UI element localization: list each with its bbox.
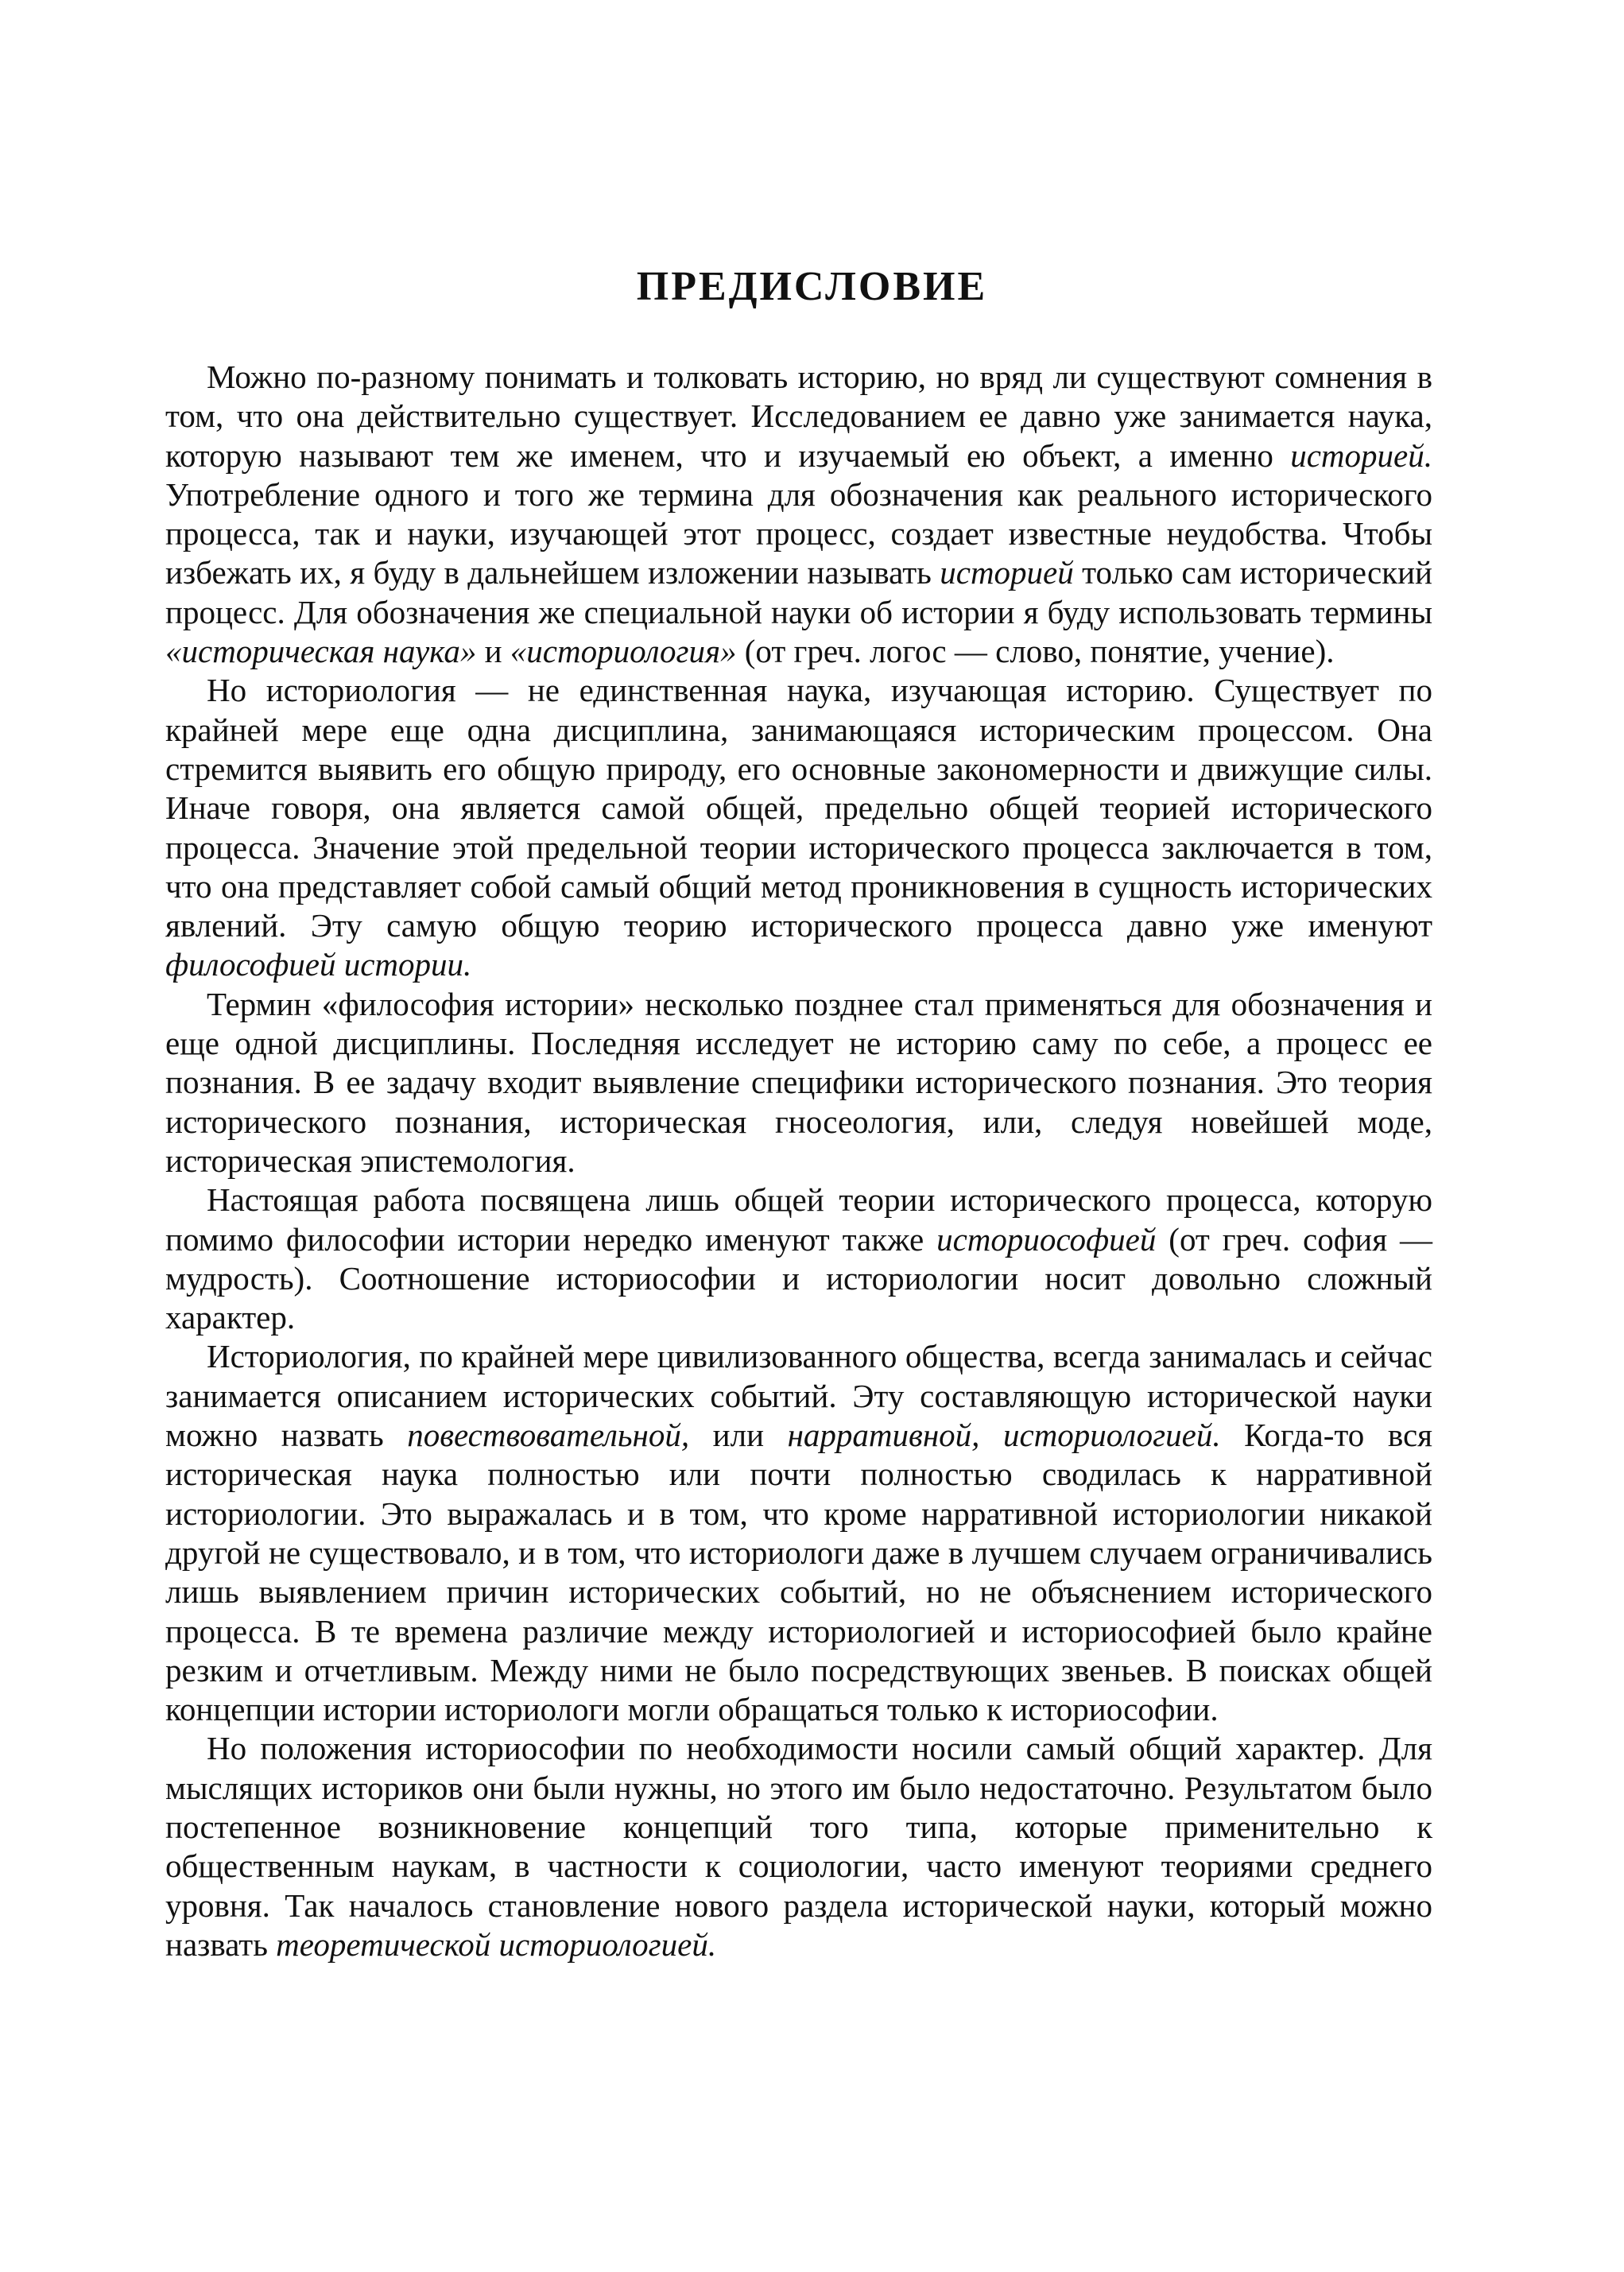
page-title: ПРЕДИСЛОВИЕ xyxy=(636,264,988,309)
paragraph-1-emphasis: «историческая наука» xyxy=(165,633,477,670)
paragraph-1-text: только сам исторический процесс. Для обозначения же специальной науки об истории я буду использовать термины xyxy=(165,554,1432,630)
paragraph-1-emphasis: «историология» xyxy=(510,633,737,670)
paragraph-1-text: и xyxy=(476,633,510,670)
paragraph-4-emphasis: историософией xyxy=(936,1220,1157,1258)
paragraph-5-text: Историология, по крайней мере цивилизованного общества, всегда занималась и сейчас занимается описанием исторических событий. Эту составляющую исторической науки можно назвать xyxy=(165,1338,1432,1454)
paragraph-6-emphasis: теоретической историологией. xyxy=(276,1925,717,1963)
paragraph-2-text: Но историология — не единственная наука, изучающая историю. Существует по крайней мере еще одна дисциплина, занимающаяся историческим процессом. Она стремится выявить его общую природу, его основные закономерности и движущие силы. Иначе говоря, она является самой общей, предельно общей теорией исторического процесса. Значение этой предельной теории исторического процесса заключается в том, что она представляет собой самый общий метод проникновения в сущность исторических явлений. Эту самую общую теорию исторического процесса давно уже именуют xyxy=(165,672,1432,944)
paragraph-6-text: Но положения историософии по необходимости носили самый общий характер. Для мыслящих историков они были нужны, но этого им было недостаточно. Результатом было постепенное возникновение концепций того типа, которые применительно к общественным наукам, в частности к социологии, часто именуют теориями среднего уровня. Так началось становление нового раздела исторической науки, который можно назвать xyxy=(165,1730,1432,1963)
paragraph-3-text: Термин «философия истории» несколько позднее стал применяться для обозначения и еще одной дисциплины. Последняя исследует не историю саму по себе, а процесс ее познания. В ее задачу входит выявление специфики исторического познания. Это теория исторического познания, историческая гносеология, или, следуя новейшей моде, историческая эпистемология. xyxy=(165,985,1432,1179)
body-text xyxy=(165,358,1432,1964)
paragraph-1-text: (от греч. логос — слово, понятие, учение). xyxy=(736,633,1335,670)
paragraph-4 xyxy=(165,1181,1432,1337)
paragraph-3 xyxy=(165,985,1432,1181)
paragraph-4-text: (от греч. софия — мудрость). Соотношение историософии и историологии носит довольно сложный характер. xyxy=(165,1220,1432,1336)
paragraph-2 xyxy=(165,671,1432,984)
paragraph-5 xyxy=(165,1337,1432,1729)
paragraph-1-text: Можно по-разному понимать и толковать историю, но вряд ли существуют сомнения в том, что она действительно существует. Исследованием ее давно уже занимается наука, которую называют тем же именем, что и изучаемый ею объект, а именно xyxy=(165,359,1432,474)
paragraph-1 xyxy=(165,358,1432,671)
paragraph-4-text: Настоящая работа посвящена лишь общей теории исторического процесса, которую помимо философии истории нередко именуют также xyxy=(165,1181,1432,1258)
paragraph-5-text: Когда-то вся историческая наука полностью или почти полностью сводилась к нарративной историологии. Это выражалась и в том, что кроме нарративной историологии никакой другой не существовало, и в том, что историологи даже в лучшем случаем ограничивались лишь выявлением причин исторических событий, но не объяснением исторического процесса. В те времена различие между историологией и историософией было крайне резким и отчетливым. Между ними не было посредствующих звеньев. В поисках общей концепции истории историологи могли обращаться только к историософии. xyxy=(165,1417,1433,1728)
paragraph-6 xyxy=(165,1729,1432,1964)
paragraph-5-emphasis: нарративной, историологией. xyxy=(787,1417,1221,1454)
paragraph-1-text: Употребление одного и того же термина для обозначения как реального исторического процесса, так и науки, изучающей этот процесс, создает известные неудобства. Чтобы избежать их, я буду в дальнейшем изложении называть xyxy=(165,475,1432,591)
paragraph-5-emphasis: повествовательной, xyxy=(407,1417,690,1454)
paragraph-2-emphasis: философией истории. xyxy=(165,946,472,983)
paragraph-5-text: или xyxy=(689,1417,788,1454)
paragraph-1-emphasis: историей. xyxy=(1290,436,1432,474)
paragraph-1-emphasis: историей xyxy=(940,554,1074,591)
